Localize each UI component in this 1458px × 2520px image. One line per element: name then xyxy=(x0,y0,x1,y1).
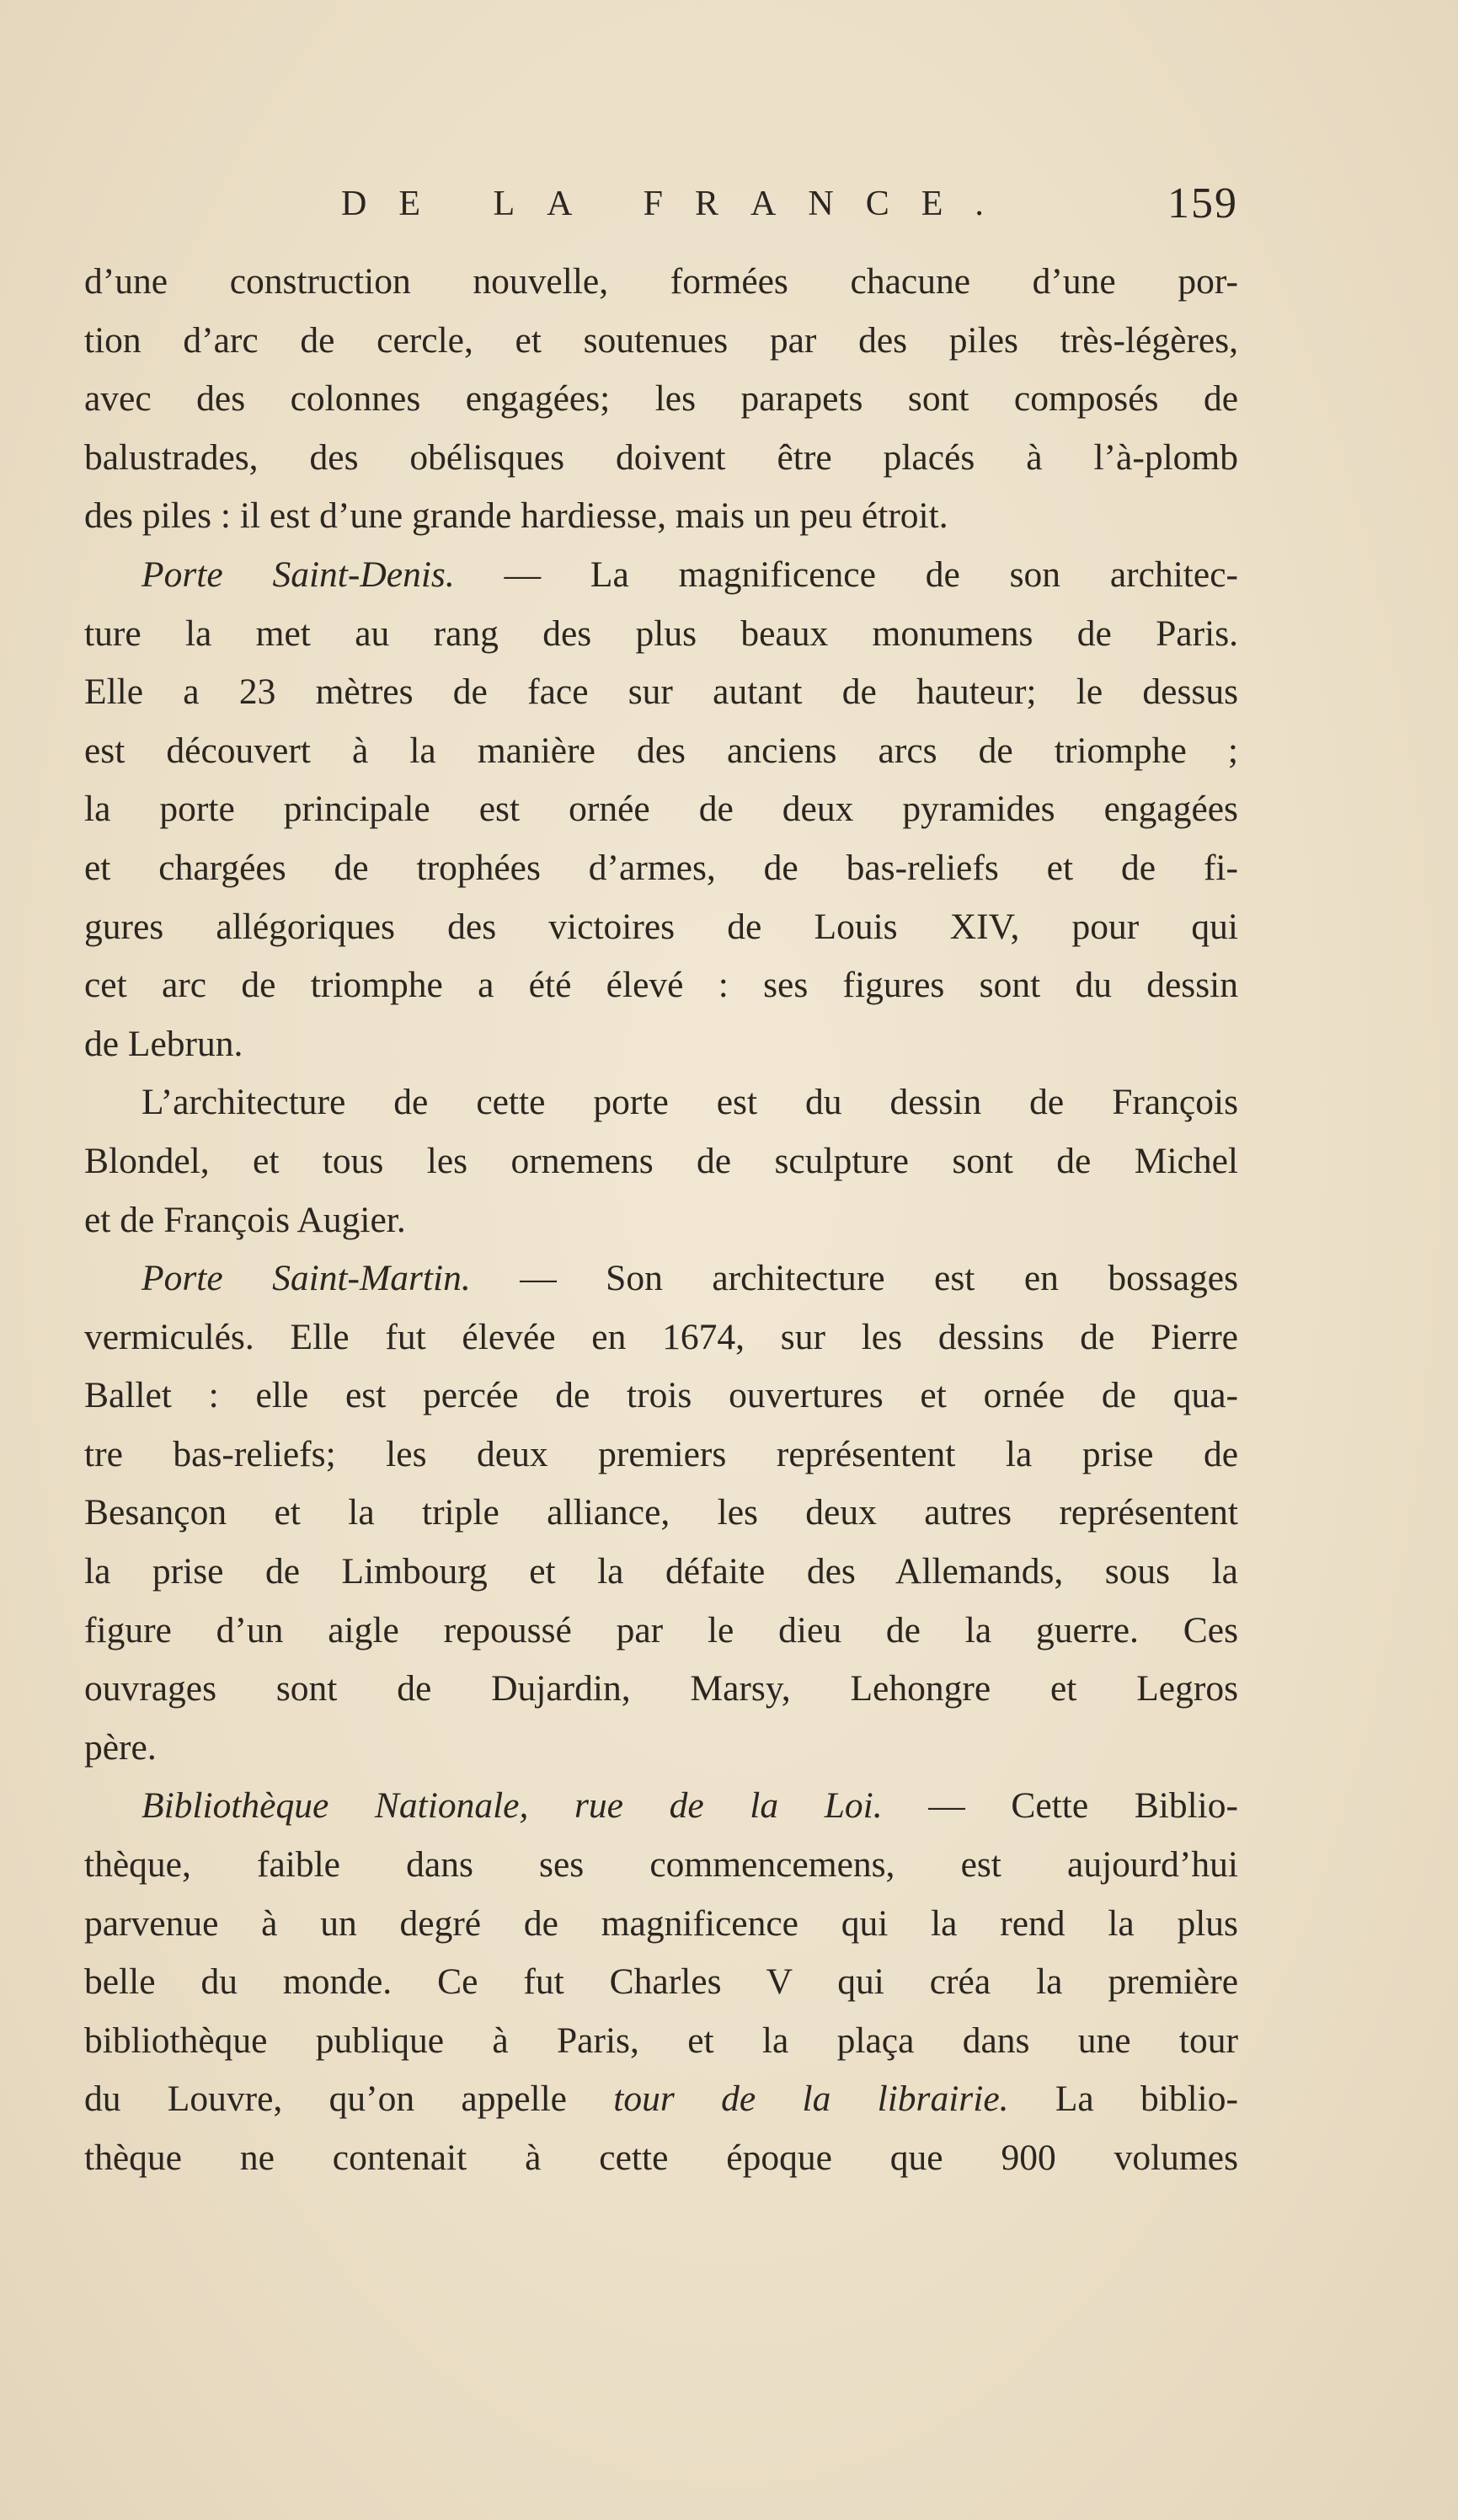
text-line: figure d’un aigle repoussé par le dieu de la guerre. Ces xyxy=(84,1609,1238,1651)
italic-heading: Porte Saint-Denis. xyxy=(142,554,455,595)
text-line: L’architecture de cette porte est du dessin de François xyxy=(142,1082,1238,1123)
text-line: thèque ne contenait à cette époque que 900 volumes xyxy=(84,2137,1238,2178)
text-line: tion d’arc de cercle, et soutenues par des piles très-légères, xyxy=(84,319,1238,361)
text-line: belle du monde. Ce fut Charles V qui créa la première xyxy=(84,1961,1238,2003)
body-text xyxy=(84,253,1238,2188)
text-line: parvenue à un degré de magnificence qui la rend la plus xyxy=(84,1902,1238,1944)
text-line: de Lebrun. xyxy=(84,1023,243,1064)
paragraph-porte-saint-denis xyxy=(84,546,1238,605)
text-line: bibliothèque publique à Paris, et la plaça dans une tour xyxy=(84,2020,1238,2061)
text-line: la porte principale est ornée de deux pyramides engagées xyxy=(84,789,1238,830)
paragraph-bibliotheque xyxy=(84,1777,1238,1836)
text-line: vermiculés. Elle fut élevée en 1674, sur les dessins de Pierre xyxy=(84,1316,1238,1357)
text-line: ture la met au rang des plus beaux monumens de Paris. xyxy=(84,613,1238,654)
text-line: Besançon et la triple alliance, les deux autres représentent xyxy=(84,1492,1238,1533)
text-line: gures allégoriques des victoires de Louis XIV, pour qui xyxy=(84,906,1238,947)
text-line: et chargées de trophées d’armes, de bas-reliefs et de fi- xyxy=(84,847,1238,888)
page-number: 159 xyxy=(1167,179,1238,227)
text-line: tre bas-reliefs; les deux premiers représentent la prise de xyxy=(84,1433,1238,1474)
paragraph-porte-saint-martin xyxy=(84,1249,1238,1308)
text-span: du Louvre, qu’on appelle xyxy=(84,2079,614,2120)
text-line: cet arc de triomphe a été élevé : ses figures sont du dessin xyxy=(84,965,1238,1006)
text-line-tour xyxy=(84,2070,1238,2129)
text-span: La biblio- xyxy=(1008,2079,1238,2120)
italic-heading: Porte Saint-Martin. xyxy=(142,1258,471,1299)
text-span: — Son architecture est en bossages xyxy=(470,1258,1238,1299)
text-line: balustrades, des obélisques doivent être placés à l’à-plomb xyxy=(84,436,1238,478)
text-line: Elle a 23 mètres de face sur autant de hauteur; le dessus xyxy=(84,671,1238,713)
italic-heading: Bibliothèque Nationale, rue de la Loi. xyxy=(142,1785,883,1827)
text-line: et de François Augier. xyxy=(84,1199,406,1240)
text-line: la prise de Limbourg et la défaite des Allemands, sous la xyxy=(84,1551,1238,1592)
text-line: des piles : il est d’une grande hardiesse, mais un peu étroit. xyxy=(84,495,948,537)
text-line: Blondel, et tous les ornemens de sculpture sont de Michel xyxy=(84,1140,1238,1181)
text-line: d’une construction nouvelle, formées chacune d’une por- xyxy=(84,261,1238,302)
text-line: thèque, faible dans ses commencemens, est aujourd’hui xyxy=(84,1844,1238,1886)
text-span: — La magnificence de son architec- xyxy=(454,554,1238,595)
running-head-title: DE LA FRANCE. xyxy=(341,185,1016,223)
text-span: — Cette Biblio- xyxy=(882,1785,1238,1827)
text-line: est découvert à la manière des anciens arcs de triomphe ; xyxy=(84,730,1238,771)
running-head xyxy=(84,179,1238,234)
text-line: ouvrages sont de Dujardin, Marsy, Lehongre et Legros xyxy=(84,1668,1238,1709)
text-line: Ballet : elle est percée de trois ouvertures et ornée de qua- xyxy=(84,1375,1238,1416)
text-line: avec des colonnes engagées; les parapets sont composés de xyxy=(84,378,1238,420)
text-line: père. xyxy=(84,1726,157,1768)
italic-term: tour de la librairie. xyxy=(613,2079,1009,2120)
